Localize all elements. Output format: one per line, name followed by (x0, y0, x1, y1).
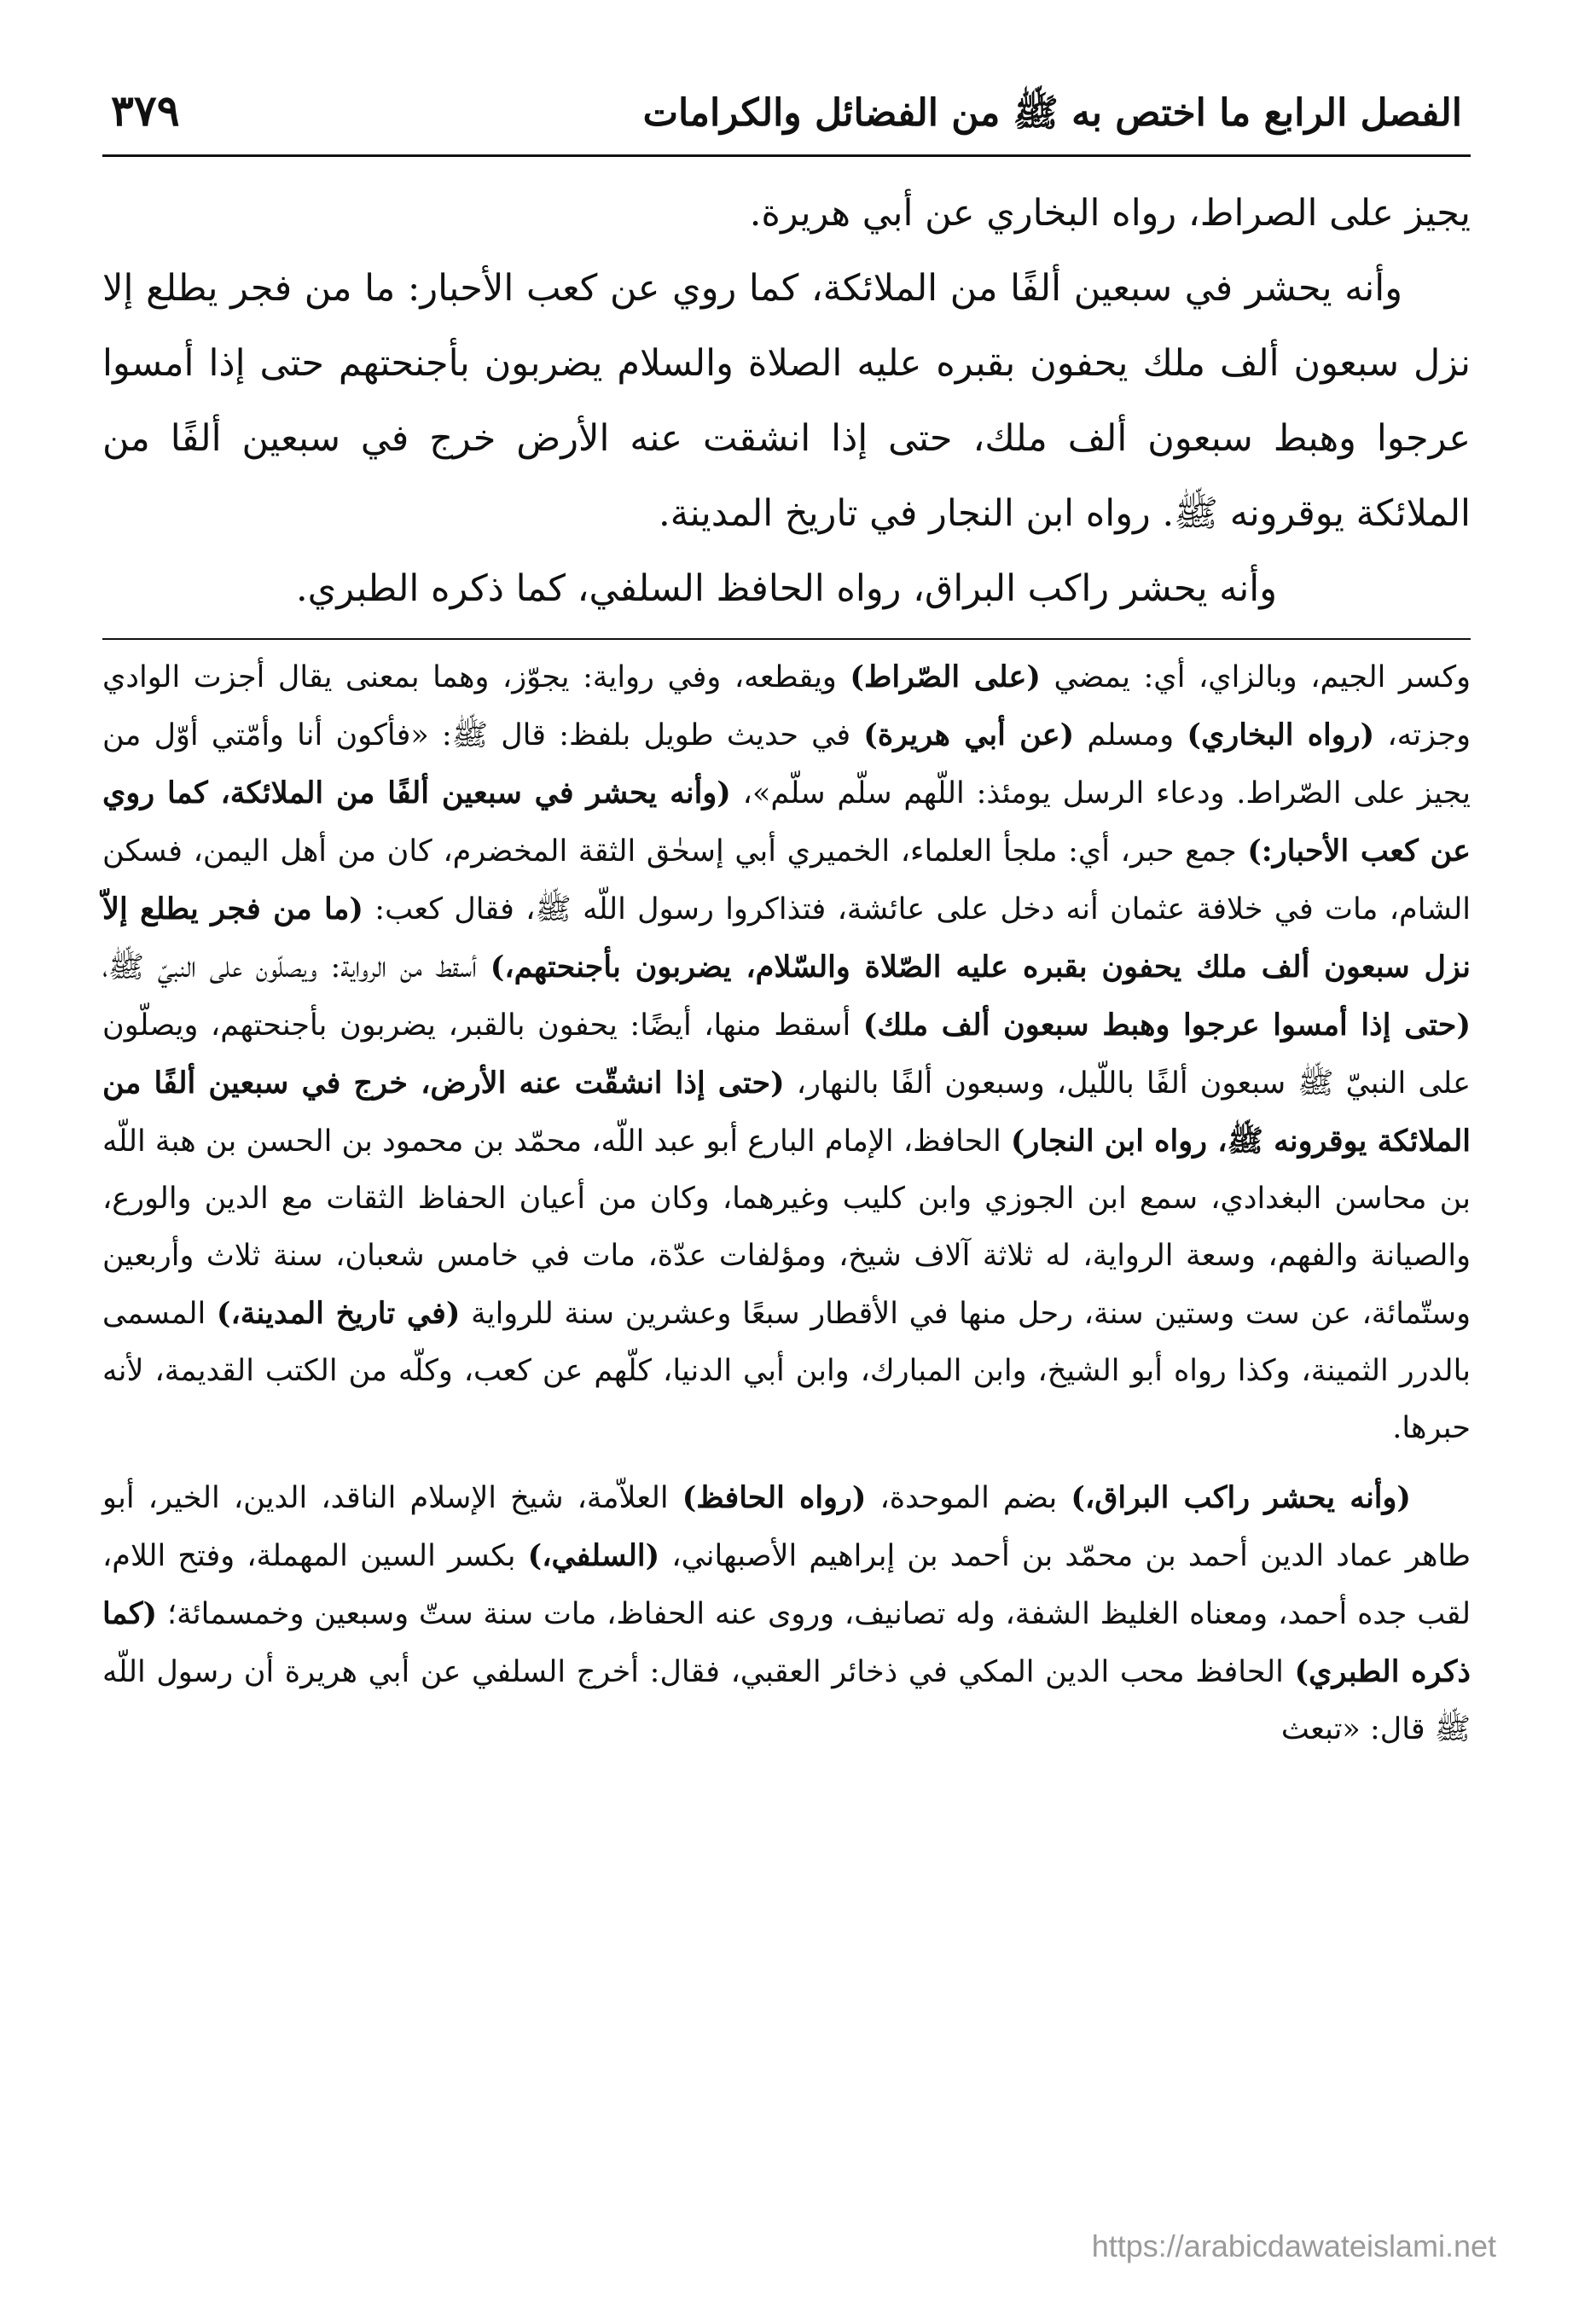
commentary-paragraph (102, 1469, 1471, 1758)
commentary-text: الحافظ محب الدين المكي في ذخائر العقبي، فقال: أخرج السلفي عن أبي هريرة أن رسول اللّه ﷺ قال: «تبعث (102, 1655, 1471, 1746)
quoted-lemma: (وأنه يحشر راكب البراق،) (1071, 1480, 1411, 1515)
commentary-text: بضم الموحدة، (866, 1481, 1071, 1515)
commentary-paragraph (102, 648, 1471, 1457)
quoted-lemma: (السلفي،) (527, 1538, 660, 1573)
commentary-text: أسقط من الرواية: ويصلّون على النبيّ ﷺ، (102, 950, 490, 985)
commentary-text: ويقطعه، وفي رواية: يجوّز، وهما بمعنى يقال أجزت الوادي وجزته، (102, 660, 1471, 752)
commentary-text: ومسلم (1074, 718, 1187, 752)
commentary-text: في حديث طويل بلفظ: قال ﷺ: «فأكون أنا وأمّتي أوّل من يجيز على الصّراط. ودعاء الرسل يومئذ: اللّهم سلّم سلّم»، (102, 718, 1471, 810)
quoted-lemma: (عن أبي هريرة) (863, 718, 1075, 752)
quoted-lemma: (رواه البخاري) (1187, 718, 1375, 752)
watermark-url: https://arabicdawateislami.net (1091, 2228, 1496, 2263)
quoted-lemma: (على الصّراط) (850, 659, 1041, 694)
quoted-lemma: (ما من فجر يطلع إلاّ نزل سبعون ألف ملك يحفون بقبره عليه الصّلاة والسّلام، يضربون بأجنحتهم،) (102, 892, 1471, 985)
running-header (102, 85, 1471, 154)
commentary-text: جمع حبر، أي: ملجأ العلماء، الخميري أبي إسحٰق الثقة المخضرم، كان من أهل اليمن، فسكن الشام، مات في خلافة عثمان أنه دخل على عائشة، فتذاكروا رسول اللّه ﷺ، فقال كعب: (102, 834, 1471, 927)
book-page (102, 85, 1471, 2273)
commentary (102, 648, 1471, 1758)
commentary-text: أسقط منها، أيضًا: يحفون بالقبر، يضربون بأجنحتهم، ويصلّون على النبيّ ﷺ سبعون ألفًا باللّيل، وسبعون ألفًا بالنهار، (102, 1008, 1471, 1101)
commentary-text: المسمى بالدرر الثمينة، وكذا رواه أبو الشيخ، وابن المبارك، وابن أبي الدنيا، كلّهم عن كعب، وكلّه من الكتب القديمة، لأنه حبرها. (102, 1297, 1471, 1445)
main-text (102, 157, 1471, 626)
page-number: ٣٧٩ (111, 85, 180, 136)
commentary-text: العلاّمة، شيخ الإسلام الناقد، الدين، الخير، أبو طاهر عماد الدين أحمد بن محمّد بن أحمد بن إبراهيم الأصبهاني، (102, 1481, 1471, 1573)
commentary-text: وكسر الجيم، وبالزاي، أي: يمضي (1040, 660, 1471, 694)
main-paragraph: وأنه يحشر راكب البراق، رواه الحافظ السلفي، كما ذكره الطبري. (296, 567, 1277, 610)
separator-rule (102, 638, 1471, 640)
quoted-lemma: (رواه الحافظ) (682, 1480, 867, 1515)
chapter-title: الفصل الرابع ما اختص به ﷺ من الفضائل والكرامات (642, 91, 1462, 135)
commentary-text: الحافظ، الإمام البارع أبو عبد اللّه، محمّد بن محمود بن الحسن بن هبة اللّه بن محاسن البغدادي، سمع ابن الجوزي وابن كليب وغيرهما، وكان من أعيان الحفاظ الثقات مع الدين والورع، والصيانة والفهم، وسعة الرواية، له ثلاثة آلاف شيخ، ومؤلفات عدّة، مات في خامس شعبان، سنة ثلاث وأربعين وستّمائة، عن ست وستين سنة، رحل منها في الأقطار سبعًا وعشرين سنة للرواية (102, 1124, 1471, 1331)
quoted-lemma: (حتى إذا انشقّت عنه الأرض، خرج في سبعين ألفًا من الملائكة يوقرونه ﷺ، رواه ابن النجار) (102, 1066, 1471, 1159)
quoted-lemma: (حتى إذا أمسوا عرجوا وهبط سبعون ألف ملك) (862, 1008, 1471, 1043)
commentary-text: بكسر السين المهملة، وفتح اللام، لقب جده أحمد، ومعناه الغليظ الشفة، وله تصانيف، وروى عنه الحفاظ، مات سنة ستّ وسبعين وخمسمائة؛ (102, 1539, 1471, 1631)
main-paragraph: وأنه يحشر في سبعين ألفًا من الملائكة، كما روي عن كعب الأحبار: ما من فجر يطلع إلا نزل سبعون ألف ملك يحفون بقبره عليه الصلاة والسلام يضربون بأجنحتهم حتى إذا أمسوا عرجوا وهبط سبعون ألف ملك، حتى إذا انشقت عنه الأرض خرج في سبعين ألفًا من الملائكة يوقرونه ﷺ. رواه ابن النجار في تاريخ المدينة. (102, 267, 1471, 535)
main-paragraph: يجيز على الصراط، رواه البخاري عن أبي هريرة. (749, 192, 1471, 235)
quoted-lemma: (وأنه يحشر في سبعين ألفًا من الملائكة، كما روي عن كعب الأحبار:) (102, 776, 1471, 869)
quoted-lemma: (في تاريخ المدينة،) (216, 1296, 461, 1331)
quoted-lemma: (كما ذكره الطبري) (102, 1596, 1471, 1689)
